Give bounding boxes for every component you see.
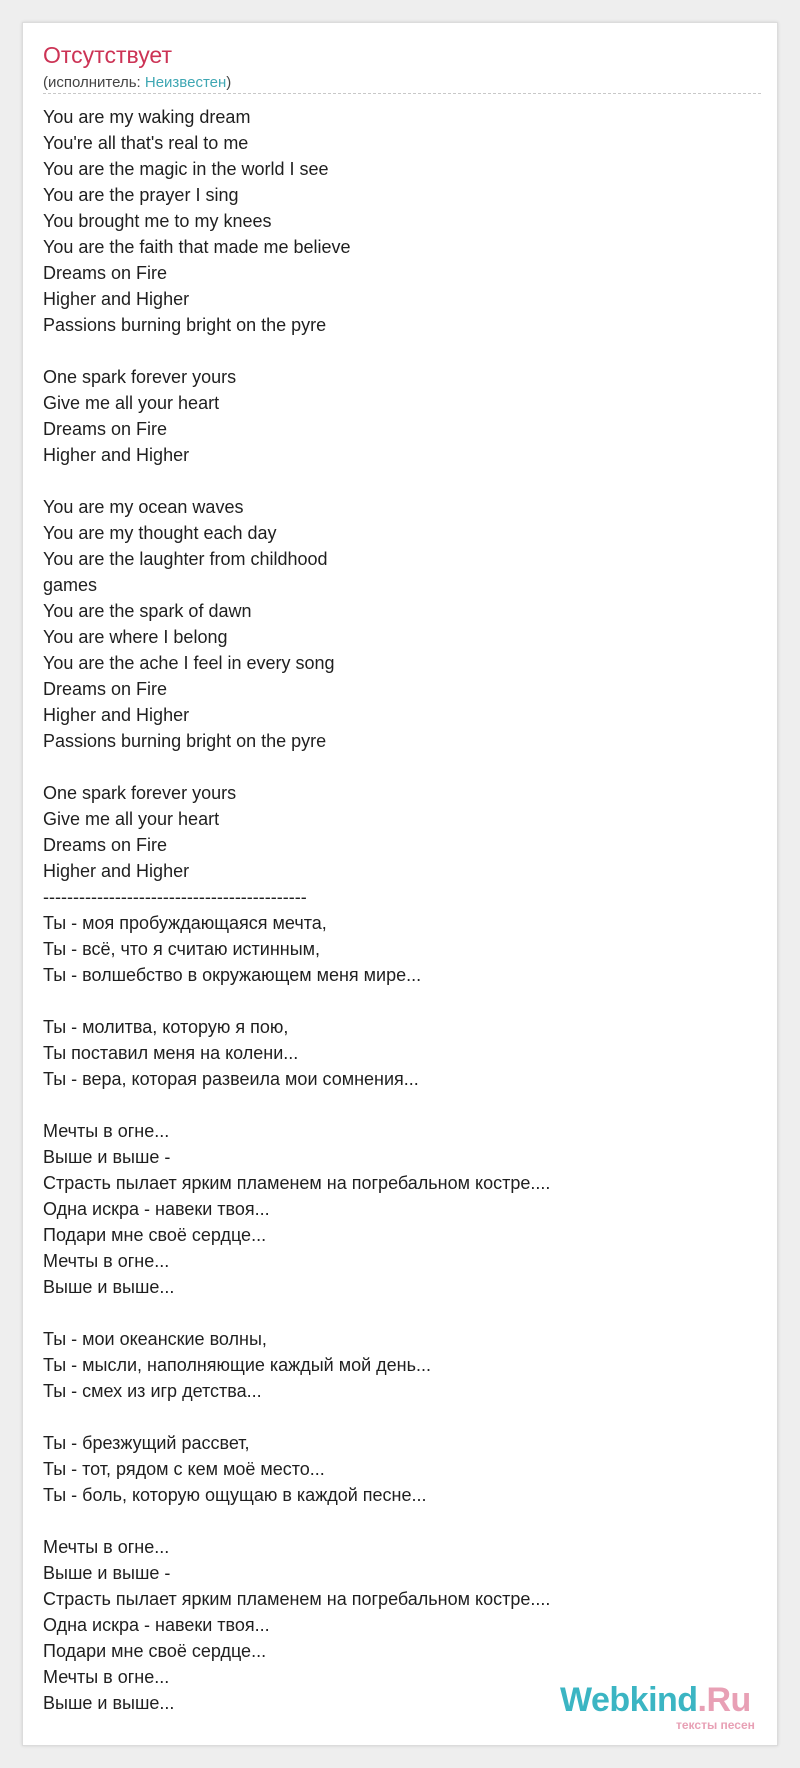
logo-tld-text: .Ru bbox=[697, 1681, 751, 1719]
lyric-line: Higher and Higher bbox=[43, 705, 190, 725]
logo-tagline: тексты песен bbox=[676, 1718, 755, 1732]
lyric-line: Страсть пылает ярким пламенем на погребальном костре.... bbox=[43, 1173, 551, 1193]
logo-main-text: Webkind bbox=[560, 1681, 698, 1719]
lyric-line: Passions burning bright on the pyre bbox=[43, 731, 327, 751]
lyric-line: You are the prayer I sing bbox=[43, 185, 239, 205]
lyric-line: Dreams on Fire bbox=[43, 679, 168, 699]
lyric-line bbox=[43, 1092, 763, 1118]
artist-link[interactable]: Неизвестен bbox=[144, 74, 227, 91]
lyric-line bbox=[43, 1404, 763, 1430]
lyric-line: One spark forever yours bbox=[43, 783, 237, 803]
lyrics-body bbox=[43, 104, 763, 1716]
lyric-line: You're all that's real to me bbox=[43, 133, 249, 153]
lyric-line: You are the spark of dawn bbox=[43, 601, 252, 621]
lyric-line: Мечты в огне... bbox=[43, 1121, 170, 1141]
lyric-line: Мечты в огне... bbox=[43, 1537, 170, 1557]
lyric-line: Ты - тот, рядом с кем моё место... bbox=[43, 1459, 325, 1479]
lyric-line bbox=[43, 754, 763, 780]
lyric-line: Dreams on Fire bbox=[43, 835, 168, 855]
lyric-line: Ты - мои океанские волны, bbox=[43, 1329, 267, 1349]
lyric-line: You are my waking dream bbox=[43, 107, 251, 127]
lyric-line: Одна искра - навеки твоя... bbox=[43, 1615, 270, 1635]
lyric-line: Страсть пылает ярким пламенем на погребальном костре.... bbox=[43, 1589, 551, 1609]
lyric-line bbox=[43, 988, 763, 1014]
lyric-line: Мечты в огне... bbox=[43, 1667, 170, 1687]
lyric-line: Passions burning bright on the pyre bbox=[43, 315, 327, 335]
lyric-line: Выше и выше... bbox=[43, 1277, 175, 1297]
lyric-line: Выше и выше - bbox=[43, 1563, 171, 1583]
lyric-line bbox=[43, 1508, 763, 1534]
lyric-line: Ты - вера, которая развеила мои сомнения... bbox=[43, 1069, 419, 1089]
artist-prefix: (исполнитель: bbox=[43, 74, 145, 91]
lyric-line: Ты - всё, что я считаю истинным, bbox=[43, 939, 321, 959]
lyric-line: Ты - моя пробуждающаяся мечта, bbox=[43, 913, 327, 933]
lyric-line: You are the ache I feel in every song bbox=[43, 653, 335, 673]
lyric-line: Ты - брезжущий рассвет, bbox=[43, 1433, 250, 1453]
lyric-line: Ты - смех из игр детства... bbox=[43, 1381, 262, 1401]
lyric-line bbox=[43, 338, 763, 364]
lyric-line: Ты - молитва, которую я пою, bbox=[43, 1017, 289, 1037]
lyric-line: Ты поставил меня на колени... bbox=[43, 1043, 299, 1063]
lyric-line: You are my thought each day bbox=[43, 523, 277, 543]
lyric-line: Одна искра - навеки твоя... bbox=[43, 1199, 270, 1219]
lyric-line: Подари мне своё сердце... bbox=[43, 1641, 267, 1661]
lyrics-card bbox=[22, 22, 778, 1746]
lyric-line: You are my ocean waves bbox=[43, 497, 244, 517]
divider bbox=[43, 93, 761, 94]
lyric-line: You are the laughter from childhood bbox=[43, 549, 328, 569]
lyric-line: You are the faith that made me believe bbox=[43, 237, 351, 257]
lyric-line: You are where I belong bbox=[43, 627, 228, 647]
lyric-line: Dreams on Fire bbox=[43, 419, 168, 439]
lyric-line: Ты - боль, которую ощущаю в каждой песне... bbox=[43, 1485, 427, 1505]
artist-line bbox=[43, 74, 231, 92]
lyric-line: Higher and Higher bbox=[43, 445, 190, 465]
lyric-line: Мечты в огне... bbox=[43, 1251, 170, 1271]
lyric-line: Higher and Higher bbox=[43, 289, 190, 309]
lyric-line: You are the magic in the world I see bbox=[43, 159, 329, 179]
lyric-line: Dreams on Fire bbox=[43, 263, 168, 283]
lyric-line: Ты - мысли, наполняющие каждый мой день... bbox=[43, 1355, 431, 1375]
lyric-line bbox=[43, 1300, 763, 1326]
webkind-logo[interactable] bbox=[560, 1683, 751, 1717]
lyric-line: One spark forever yours bbox=[43, 367, 237, 387]
artist-suffix: ) bbox=[226, 74, 232, 91]
lyric-line: Выше и выше - bbox=[43, 1147, 171, 1167]
lyric-line: games bbox=[43, 575, 98, 595]
lyric-line: Give me all your heart bbox=[43, 393, 220, 413]
lyric-line: Подари мне своё сердце... bbox=[43, 1225, 267, 1245]
lyric-line: Give me all your heart bbox=[43, 809, 220, 829]
lyric-line: You brought me to my knees bbox=[43, 211, 272, 231]
lyric-line: -------------------------------------------- bbox=[43, 887, 307, 907]
lyric-line bbox=[43, 468, 763, 494]
song-title: Отсутствует bbox=[43, 42, 172, 68]
lyric-line: Выше и выше... bbox=[43, 1693, 175, 1713]
lyric-line: Ты - волшебство в окружающем меня мире... bbox=[43, 965, 422, 985]
lyric-line: Higher and Higher bbox=[43, 861, 190, 881]
